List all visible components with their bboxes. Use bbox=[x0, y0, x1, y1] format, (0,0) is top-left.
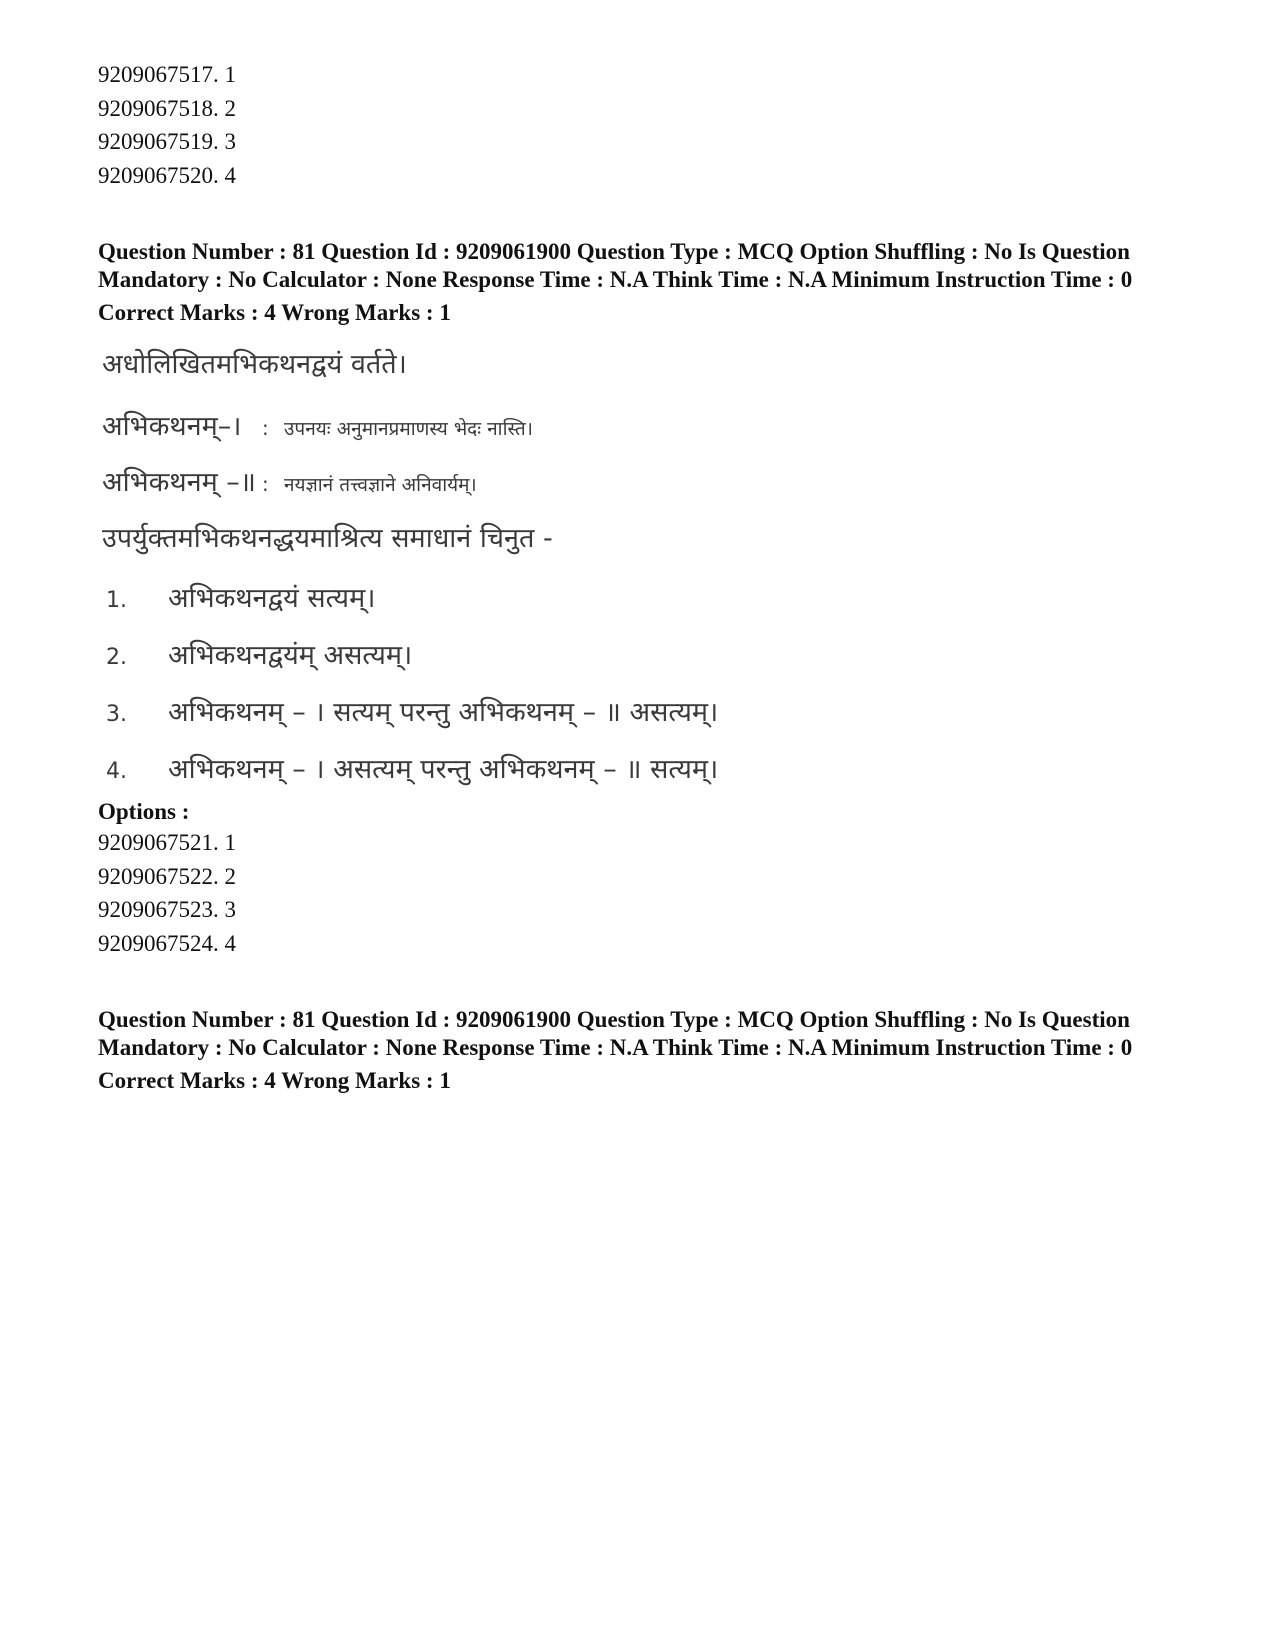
option-line: 9209067522. 2 bbox=[98, 863, 236, 889]
statement-2-label: अभिकथनम् –॥ bbox=[102, 467, 256, 498]
choice-number: 4. bbox=[106, 759, 127, 784]
question-block bbox=[98, 1006, 1198, 1095]
answer-choice bbox=[102, 581, 722, 638]
option-line: 9209067519. 3 bbox=[98, 129, 236, 154]
answer-choice bbox=[102, 695, 722, 752]
choice-number: 1. bbox=[106, 588, 127, 613]
answer-choice bbox=[102, 752, 722, 796]
question-intro: अधोलिखितमभिकथनद्वयं वर्तते। bbox=[102, 349, 407, 380]
option-line: 9209067518. 2 bbox=[98, 95, 236, 121]
statement-2-colon: : bbox=[262, 472, 269, 496]
question-header: Question Number : 81 Question Id : 9209061900 Question Type : MCQ Option Shuffling : No Is Question Mandatory : No Calculator : None Response Time : N.A Think Time : N.A Minimum Instruction Time : 0 bbox=[98, 239, 1133, 292]
option-line: 9209067521. 1 bbox=[98, 830, 236, 855]
answer-choice bbox=[102, 638, 722, 695]
statement-1-text: उपनयः अनुमानप्रमाणस्य भेदः नास्ति। bbox=[284, 418, 533, 440]
choice-text: अभिकथनद्वयं सत्यम्। bbox=[168, 583, 376, 614]
document-page bbox=[98, 58, 1198, 1095]
statement-1-label: अभिकथनम्–। bbox=[102, 411, 242, 442]
option-line: 9209067523. 3 bbox=[98, 897, 236, 922]
option-line: 9209067524. 4 bbox=[98, 930, 236, 956]
previous-options-list bbox=[98, 58, 1198, 192]
option-line: 9209067520. 4 bbox=[98, 162, 236, 188]
question-instruction: उपर्युक्तमभिकथनद्धयमाश्रित्य समाधानं चिनुत - bbox=[102, 523, 553, 554]
choice-number: 2. bbox=[106, 645, 127, 670]
statement-2 bbox=[102, 465, 722, 521]
options-list bbox=[98, 826, 1198, 960]
statement-1-colon: : bbox=[262, 416, 269, 440]
statement-1 bbox=[102, 409, 722, 465]
question-header: Question Number : 81 Question Id : 9209061900 Question Type : MCQ Option Shuffling : No Is Question Mandatory : No Calculator : None Response Time : N.A Think Time : N.A Minimum Instruction Time : 0 bbox=[98, 1007, 1133, 1060]
option-line: 9209067517. 1 bbox=[98, 62, 236, 87]
options-label: Options : bbox=[98, 799, 190, 824]
statement-2-text: नयज्ञानं तत्त्वज्ञाने अनिवार्यम्। bbox=[284, 474, 477, 496]
choice-text: अभिकथनम् – । असत्यम् परन्तु अभिकथनम् – ॥ सत्यम्। bbox=[168, 754, 719, 785]
choice-text: अभिकथनद्वयंम् असत्यम्। bbox=[168, 640, 413, 671]
question-block bbox=[98, 238, 1198, 960]
question-marks: Correct Marks : 4 Wrong Marks : 1 bbox=[98, 300, 451, 325]
choice-text: अभिकथनम् – । सत्यम् परन्तु अभिकथनम् – ॥ असत्यम्। bbox=[168, 697, 719, 728]
question-image bbox=[102, 347, 722, 796]
question-marks: Correct Marks : 4 Wrong Marks : 1 bbox=[98, 1068, 451, 1093]
choice-number: 3. bbox=[106, 702, 127, 727]
